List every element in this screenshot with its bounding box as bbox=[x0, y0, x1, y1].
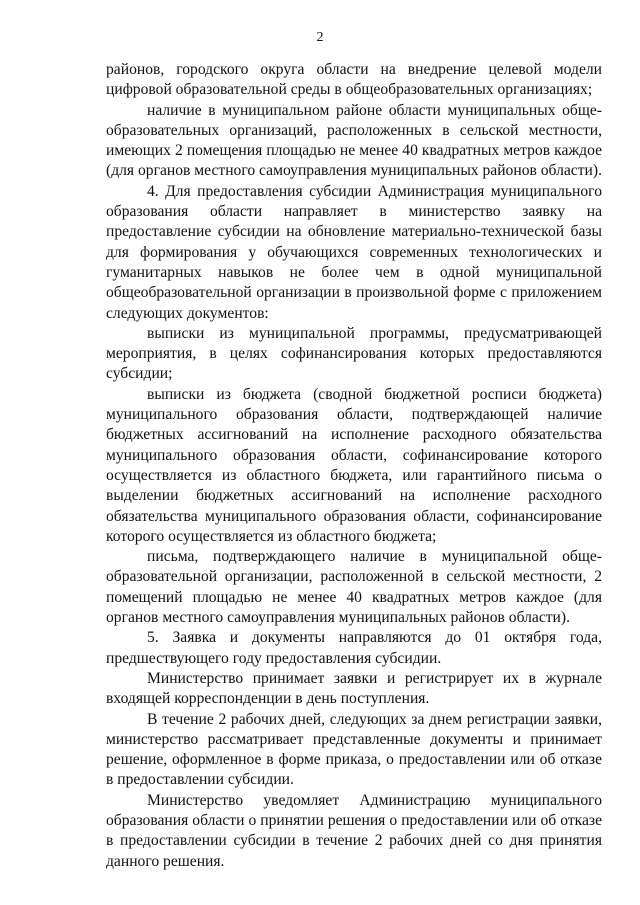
paragraph-rural-premises: наличие в муниципальном районе области муниципальных общеобразовательных организаций, расположенных в сельской местности, имеющих 2 помещения площадью не менее 40 квадратных метров каждое (для органов местного самоуправления муниципальных районов области). bbox=[106, 101, 602, 180]
paragraph-item-4: 4. Для предоставления субсидии Администрация муниципального образования области направляет в министерство заявку на предоставление субсидии на обновление материально-технической базы для формирования у обучающихся современных технологических и гуманитарных навыков не более чем в одной муниципальной общеобразовательной организации в произвольной форме с приложением следующих документов: bbox=[106, 182, 602, 322]
paragraph-program-extract: выписки из муниципальной программы, предусматривающей мероприятия, в целях софинансирования которых предоставляются субсидии; bbox=[106, 324, 602, 383]
page-number: 2 bbox=[316, 30, 324, 45]
document-body bbox=[106, 60, 602, 872]
paragraph-review: В течение 2 рабочих дней, следующих за днем регистрации заявки, министерство рассматривает представленные документы и принимает решение, оформленное в форме приказа, о предоставлении или об отказе в предоставлении субсидии. bbox=[106, 710, 602, 789]
paragraph-letter: письма, подтверждающего наличие в муниципальной общеобразовательной организации, расположенной в сельской местности, 2 помещений площадью не менее 40 квадратных метров каждое (для органов местного самоуправления муниципальных районов области). bbox=[106, 548, 602, 627]
paragraph-registration: Министерство принимает заявки и регистрирует их в журнале входящей корреспонденции в день поступления. bbox=[106, 669, 602, 708]
paragraph-budget-extract: выписки из бюджета (сводной бюджетной росписи бюджета) муниципального образования области, подтверждающей наличие бюджетных ассигнований на исполнение расходного обязательства муниципального образования области, софинансирование которого осуществляется из областного бюджета, или гарантийного письма о выделении бюджетных ассигнований на исполнение расходного обязательства муниципального образования области, софинансирование которого осуществляется из областного бюджета; bbox=[106, 385, 602, 545]
paragraph-continuation: районов, городского округа области на внедрение целевой модели цифровой образовательной среды в общеобразовательных организациях; bbox=[106, 61, 602, 99]
paragraph-item-5: 5. Заявка и документы направляются до 01 октября года, предшествующего году предоставления субсидии. bbox=[106, 629, 602, 667]
paragraph-notification: Министерство уведомляет Администрацию муниципального образования области о принятии решения о предоставлении или об отказе в предоставлении субсидии в течение 2 рабочих дней со дня принятия данного решения. bbox=[106, 791, 602, 870]
